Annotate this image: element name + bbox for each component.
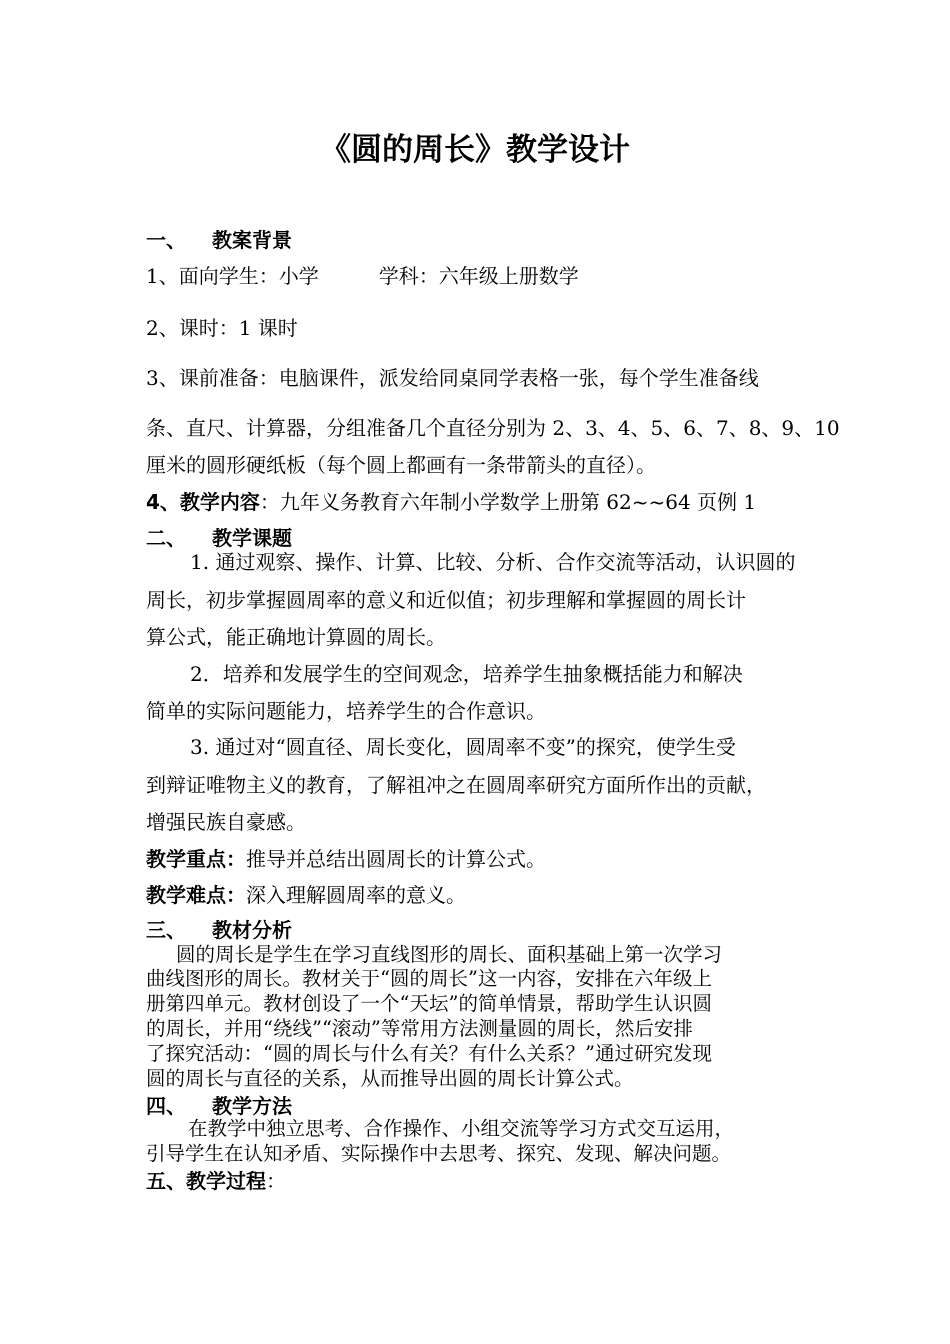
preparation-line-3: 厘米的圆形硬纸板（每个圆上都画有一条带箭头的直径）。 — [146, 453, 656, 477]
goal-3-line-3: 增强民族自豪感。 — [146, 810, 306, 834]
page-title: 《圆的周长》教学设计 — [320, 132, 630, 168]
preparation-line-1: 3、课前准备：电脑课件，派发给同桌同学表格一张，每个学生准备线 — [146, 366, 759, 390]
audience-text: 1、面向学生：小学 — [146, 264, 319, 288]
analysis-line-3: 册第四单元。教材创设了一个“天坛”的简单情景，帮助学生认识圆 — [146, 992, 712, 1015]
key-point-line — [146, 845, 546, 873]
key-point-label: 教学重点： — [146, 847, 246, 871]
section-4-number: 四、 — [146, 1094, 186, 1118]
section-4-heading — [146, 1092, 292, 1120]
analysis-line-1: 圆的周长是学生在学习直线图形的周长、面积基础上第一次学习 — [176, 943, 723, 966]
analysis-line-6: 圆的周长与直径的关系，从而推导出圆的周长计算公式。 — [146, 1067, 634, 1090]
section-1-title: 教案背景 — [212, 228, 292, 252]
section-5-heading — [146, 1167, 286, 1195]
content-text: ：九年义务教育六年制小学数学上册第 62~~64 页例 1 — [259, 490, 757, 514]
goal-2-line-1: 2．培养和发展学生的空间观念，培养学生抽象概括能力和解决 — [190, 662, 743, 686]
section-4-title: 教学方法 — [212, 1094, 292, 1118]
preparation-line-2: 条、直尺、计算器，分组准备几个直径分别为 2、3、4、5、6、7、8、9、10 — [146, 416, 840, 440]
content-label: 4、教学内容 — [146, 490, 260, 514]
analysis-line-4: 的周长，并用“绕线”“滚动”等常用方法测量圆的周长，然后安排 — [146, 1017, 693, 1040]
content-line — [146, 488, 756, 516]
section-1-heading — [146, 226, 292, 254]
section-3-number: 三、 — [146, 918, 186, 942]
section-1-number: 一、 — [146, 228, 186, 252]
lesson-hours-line: 2、课时：1 课时 — [146, 316, 298, 340]
section-3-heading — [146, 916, 292, 944]
difficulty-line — [146, 881, 466, 909]
section-3-title: 教材分析 — [212, 918, 292, 942]
goal-1-line-1: 1. 通过观察、操作、计算、比较、分析、合作交流等活动，认识圆的 — [190, 550, 796, 574]
goal-3-line-2: 到辩证唯物主义的教育，了解祖冲之在圆周率研究方面所作出的贡献， — [146, 773, 766, 797]
difficulty-label: 教学难点： — [146, 883, 246, 907]
method-line-2: 引导学生在认知矛盾、实际操作中去思考、探究、发现、解决问题。 — [146, 1142, 732, 1165]
goal-1-line-2: 周长，初步掌握圆周率的意义和近似值；初步理解和掌握圆的周长计 — [146, 588, 746, 612]
analysis-line-5: 了探究活动：“圆的周长与什么有关？有什么关系？”通过研究发现 — [146, 1042, 712, 1065]
audience-line — [146, 262, 579, 290]
subject-text: 学科：六年级上册数学 — [378, 264, 579, 288]
key-point-text: 推导并总结出圆周长的计算公式。 — [246, 847, 546, 871]
difficulty-text: 深入理解圆周率的意义。 — [246, 883, 466, 907]
section-5-title: 五、教学过程 — [146, 1169, 266, 1193]
method-line-1: 在教学中独立思考、合作操作、小组交流等学习方式交互运用， — [188, 1117, 735, 1140]
analysis-line-2: 曲线图形的周长。教材关于“圆的周长”这一内容，安排在六年级上 — [146, 967, 712, 990]
goal-1-line-3: 算公式，能正确地计算圆的周长。 — [146, 625, 446, 649]
section-2-title: 教学课题 — [212, 526, 292, 550]
goal-2-line-2: 简单的实际问题能力，培养学生的合作意识。 — [146, 699, 546, 723]
section-5-colon: ： — [266, 1169, 286, 1193]
section-2-number: 二、 — [146, 526, 186, 550]
goal-3-line-1: 3. 通过对“圆直径、周长变化，圆周率不变”的探究，使学生受 — [190, 735, 736, 759]
